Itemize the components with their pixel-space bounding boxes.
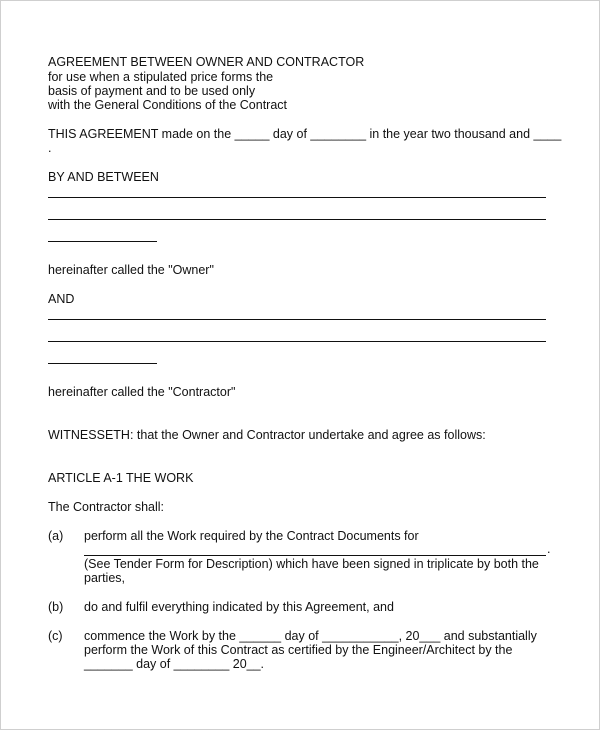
contractor-address-line-2: [48, 363, 157, 364]
item-b-line-1: do and fulfil everything indicated by this Agreement, and: [84, 600, 394, 614]
owner-caption: hereinafter called the "Owner": [48, 263, 214, 277]
document-title: AGREEMENT BETWEEN OWNER AND CONTRACTOR: [48, 55, 365, 69]
item-c-line-1: commence the Work by the ______ day of ___________, 20___ and substantially: [84, 629, 537, 643]
item-b-label: (b): [48, 600, 64, 614]
contractor-caption: hereinafter called the "Contractor": [48, 385, 236, 399]
by-and-between-label: BY AND BETWEEN: [48, 170, 159, 184]
and-label: AND: [48, 292, 75, 306]
title-subline-1: for use when a stipulated price forms the: [48, 70, 274, 84]
contractor-name-line: [48, 319, 546, 320]
item-a-blank-line: [84, 555, 546, 556]
item-a-line-4: parties,: [84, 571, 125, 585]
item-c-line-2: perform the Work of this Contract as certified by the Engineer/Architect by the: [84, 643, 513, 657]
article-heading: ARTICLE A-1 THE WORK: [48, 471, 194, 485]
owner-name-line: [48, 197, 546, 198]
title-subline-3: with the General Conditions of the Contract: [48, 98, 288, 112]
agreement-period: .: [48, 141, 52, 155]
owner-address-line-2: [48, 241, 157, 242]
owner-address-line-1: [48, 219, 546, 220]
item-a-label: (a): [48, 529, 64, 543]
item-a-line-2-end: .: [547, 542, 551, 556]
item-a-line-3: (See Tender Form for Description) which have been signed in triplicate by both the: [84, 557, 539, 571]
contractor-address-line-1: [48, 341, 546, 342]
article-intro: The Contractor shall:: [48, 500, 165, 514]
witnesseth-clause: WITNESSETH: that the Owner and Contractor undertake and agree as follows:: [48, 428, 486, 442]
item-a-line-1: perform all the Work required by the Contract Documents for: [84, 529, 419, 543]
item-c-line-3: _______ day of ________ 20__.: [84, 657, 265, 671]
item-c-label: (c): [48, 629, 63, 643]
title-subline-2: basis of payment and to be used only: [48, 84, 256, 98]
agreement-line: THIS AGREEMENT made on the _____ day of ________ in the year two thousand and ____: [48, 127, 562, 141]
